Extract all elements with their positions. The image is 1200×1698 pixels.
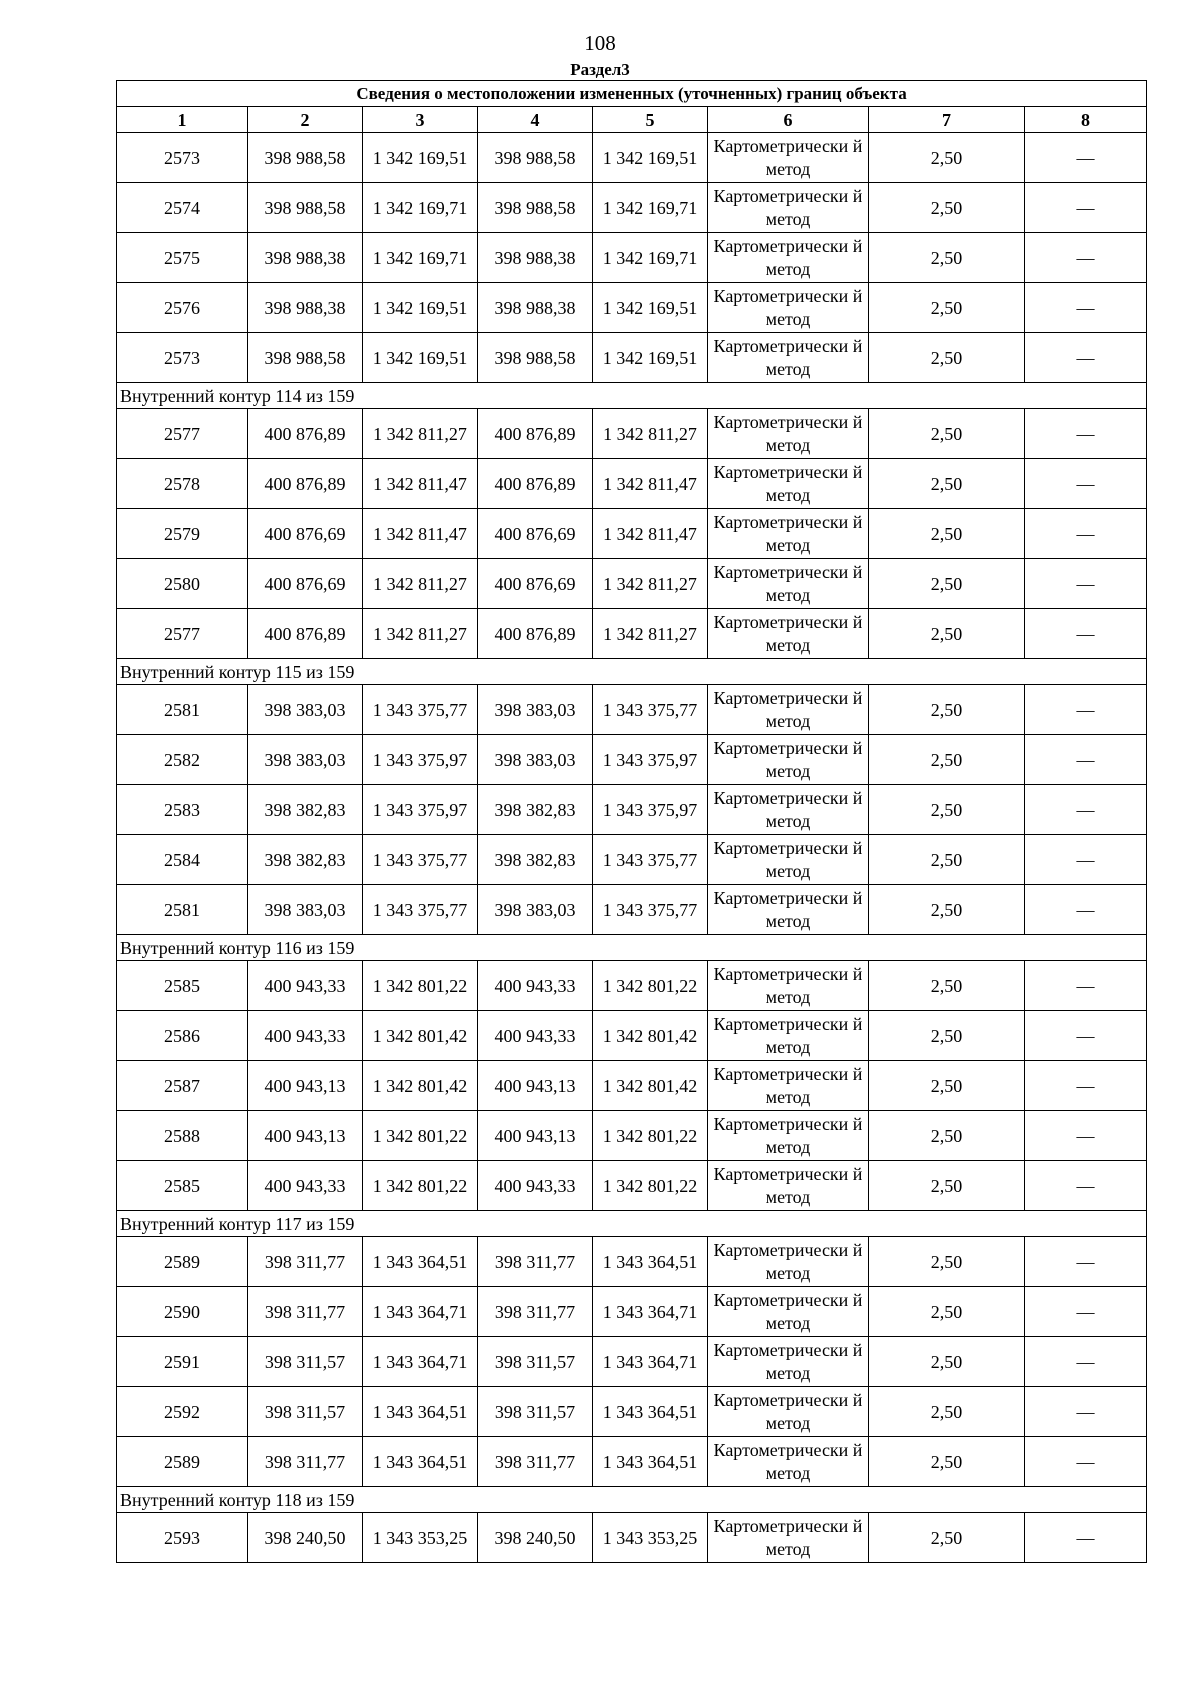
accuracy-cell: 2,50 [869,1513,1025,1563]
page-number: 108 [584,31,616,55]
accuracy-cell: 2,50 [869,735,1025,785]
empty-value-cell: — [1025,835,1147,885]
method-cell: Картометрически й метод [708,885,869,935]
point-number-cell: 2573 [117,333,248,383]
coord-x-old-cell: 398 988,58 [248,133,363,183]
coord-y-old-cell: 1 343 364,51 [363,1237,478,1287]
empty-value-cell: — [1025,1011,1147,1061]
coord-y-new-cell: 1 343 364,71 [593,1287,708,1337]
accuracy-cell: 2,50 [869,1237,1025,1287]
point-number-cell: 2585 [117,1161,248,1211]
point-number-cell: 2582 [117,735,248,785]
coord-y-new-cell: 1 342 811,47 [593,459,708,509]
section-title: Раздел3 [570,60,630,79]
accuracy-cell: 2,50 [869,961,1025,1011]
coord-x-old-cell: 398 383,03 [248,685,363,735]
empty-value-cell: — [1025,961,1147,1011]
coord-y-old-cell: 1 342 169,71 [363,183,478,233]
column-number: 8 [1025,107,1147,133]
contour-label: Внутренний контур 116 из 159 [117,935,1147,961]
contour-header-row [117,935,1147,961]
accuracy-cell: 2,50 [869,885,1025,935]
coord-x-old-cell: 400 876,69 [248,559,363,609]
contour-label: Внутренний контур 118 из 159 [117,1487,1147,1513]
coord-y-new-cell: 1 342 801,22 [593,961,708,1011]
coord-y-new-cell: 1 342 169,51 [593,333,708,383]
coordinates-table [116,80,1147,1563]
column-number: 2 [248,107,363,133]
point-number-cell: 2591 [117,1337,248,1387]
table-row [117,1161,1147,1211]
coord-y-new-cell: 1 342 811,27 [593,559,708,609]
coord-y-old-cell: 1 342 811,27 [363,559,478,609]
accuracy-cell: 2,50 [869,233,1025,283]
table-row [117,1111,1147,1161]
method-cell: Картометрически й метод [708,233,869,283]
coord-y-new-cell: 1 342 169,71 [593,183,708,233]
point-number-cell: 2588 [117,1111,248,1161]
method-cell: Картометрически й метод [708,961,869,1011]
empty-value-cell: — [1025,409,1147,459]
method-cell: Картометрически й метод [708,1513,869,1563]
coord-y-old-cell: 1 342 801,22 [363,1161,478,1211]
coord-x-new-cell: 398 311,77 [478,1437,593,1487]
method-cell: Картометрически й метод [708,685,869,735]
coord-y-new-cell: 1 342 811,27 [593,409,708,459]
method-cell: Картометрически й метод [708,183,869,233]
coord-x-new-cell: 400 876,89 [478,459,593,509]
empty-value-cell: — [1025,1061,1147,1111]
accuracy-cell: 2,50 [869,1287,1025,1337]
coord-y-old-cell: 1 343 375,97 [363,735,478,785]
coord-x-new-cell: 398 988,38 [478,233,593,283]
method-cell: Картометрически й метод [708,1061,869,1111]
method-cell: Картометрически й метод [708,1237,869,1287]
accuracy-cell: 2,50 [869,333,1025,383]
coord-y-new-cell: 1 342 169,51 [593,133,708,183]
coord-y-new-cell: 1 342 169,71 [593,233,708,283]
table-row [117,333,1147,383]
accuracy-cell: 2,50 [869,1111,1025,1161]
table-row [117,1011,1147,1061]
coord-y-new-cell: 1 343 364,51 [593,1437,708,1487]
coord-y-old-cell: 1 342 801,42 [363,1061,478,1111]
table-row [117,735,1147,785]
table-body [117,81,1147,1563]
method-cell: Картометрически й метод [708,835,869,885]
coord-x-new-cell: 398 311,77 [478,1237,593,1287]
empty-value-cell: — [1025,1513,1147,1563]
coord-x-new-cell: 400 876,69 [478,559,593,609]
empty-value-cell: — [1025,1437,1147,1487]
accuracy-cell: 2,50 [869,1337,1025,1387]
point-number-cell: 2585 [117,961,248,1011]
coord-y-old-cell: 1 343 364,71 [363,1287,478,1337]
method-cell: Картометрически й метод [708,509,869,559]
point-number-cell: 2573 [117,133,248,183]
accuracy-cell: 2,50 [869,1061,1025,1111]
coord-x-old-cell: 400 876,69 [248,509,363,559]
coord-y-old-cell: 1 343 375,77 [363,885,478,935]
point-number-cell: 2578 [117,459,248,509]
coord-y-old-cell: 1 343 375,97 [363,785,478,835]
point-number-cell: 2581 [117,685,248,735]
coord-y-new-cell: 1 343 375,77 [593,685,708,735]
coord-y-old-cell: 1 342 811,47 [363,459,478,509]
coord-x-old-cell: 398 311,77 [248,1437,363,1487]
coord-x-old-cell: 398 988,38 [248,283,363,333]
table-row [117,233,1147,283]
table-row [117,961,1147,1011]
coord-x-new-cell: 400 943,33 [478,1161,593,1211]
coord-x-old-cell: 400 943,33 [248,1161,363,1211]
method-cell: Картометрически й метод [708,133,869,183]
coord-y-new-cell: 1 343 375,77 [593,835,708,885]
empty-value-cell: — [1025,1161,1147,1211]
contour-header-row [117,1487,1147,1513]
coord-x-new-cell: 398 383,03 [478,685,593,735]
table-row [117,785,1147,835]
method-cell: Картометрически й метод [708,1011,869,1061]
accuracy-cell: 2,50 [869,685,1025,735]
coord-x-old-cell: 398 988,58 [248,183,363,233]
empty-value-cell: — [1025,283,1147,333]
coord-x-new-cell: 400 943,33 [478,961,593,1011]
coord-y-new-cell: 1 342 811,47 [593,509,708,559]
coord-y-old-cell: 1 342 801,42 [363,1011,478,1061]
table-row [117,133,1147,183]
empty-value-cell: — [1025,1111,1147,1161]
accuracy-cell: 2,50 [869,1437,1025,1487]
point-number-cell: 2577 [117,409,248,459]
method-cell: Картометрически й метод [708,1387,869,1437]
method-cell: Картометрически й метод [708,609,869,659]
column-number: 5 [593,107,708,133]
table-row [117,1061,1147,1111]
coord-x-new-cell: 400 943,33 [478,1011,593,1061]
point-number-cell: 2581 [117,885,248,935]
coord-x-old-cell: 400 876,89 [248,609,363,659]
accuracy-cell: 2,50 [869,283,1025,333]
point-number-cell: 2583 [117,785,248,835]
coord-x-new-cell: 400 876,69 [478,509,593,559]
empty-value-cell: — [1025,333,1147,383]
coord-y-new-cell: 1 342 801,22 [593,1161,708,1211]
point-number-cell: 2576 [117,283,248,333]
coord-y-old-cell: 1 342 169,51 [363,133,478,183]
accuracy-cell: 2,50 [869,409,1025,459]
coord-x-new-cell: 398 311,77 [478,1287,593,1337]
coord-x-new-cell: 398 988,58 [478,333,593,383]
coord-x-new-cell: 398 382,83 [478,835,593,885]
table-row [117,609,1147,659]
method-cell: Картометрически й метод [708,1111,869,1161]
table-caption-row [117,81,1147,107]
point-number-cell: 2579 [117,509,248,559]
coord-x-new-cell: 398 988,38 [478,283,593,333]
point-number-cell: 2590 [117,1287,248,1337]
method-cell: Картометрически й метод [708,735,869,785]
coord-x-new-cell: 398 311,57 [478,1337,593,1387]
column-numbers-row [117,107,1147,133]
contour-label: Внутренний контур 117 из 159 [117,1211,1147,1237]
accuracy-cell: 2,50 [869,183,1025,233]
column-number: 6 [708,107,869,133]
table-row [117,459,1147,509]
coord-x-new-cell: 400 876,89 [478,409,593,459]
coord-y-new-cell: 1 343 364,71 [593,1337,708,1387]
point-number-cell: 2574 [117,183,248,233]
point-number-cell: 2592 [117,1387,248,1437]
coord-y-new-cell: 1 342 801,42 [593,1061,708,1111]
coord-x-old-cell: 398 383,03 [248,885,363,935]
point-number-cell: 2587 [117,1061,248,1111]
method-cell: Картометрически й метод [708,1161,869,1211]
coord-y-new-cell: 1 342 811,27 [593,609,708,659]
empty-value-cell: — [1025,1237,1147,1287]
table-row [117,1237,1147,1287]
accuracy-cell: 2,50 [869,133,1025,183]
table-row [117,835,1147,885]
method-cell: Картометрически й метод [708,559,869,609]
coord-x-old-cell: 398 240,50 [248,1513,363,1563]
table-row [117,1513,1147,1563]
coord-x-old-cell: 398 311,77 [248,1287,363,1337]
empty-value-cell: — [1025,785,1147,835]
coord-x-new-cell: 398 240,50 [478,1513,593,1563]
coord-y-old-cell: 1 343 353,25 [363,1513,478,1563]
coord-y-old-cell: 1 342 811,27 [363,409,478,459]
method-cell: Картометрически й метод [708,1337,869,1387]
method-cell: Картометрически й метод [708,333,869,383]
coord-y-new-cell: 1 343 364,51 [593,1387,708,1437]
empty-value-cell: — [1025,183,1147,233]
coord-x-new-cell: 400 943,13 [478,1111,593,1161]
contour-header-row [117,383,1147,409]
empty-value-cell: — [1025,559,1147,609]
contour-label: Внутренний контур 115 из 159 [117,659,1147,685]
contour-header-row [117,659,1147,685]
table-row [117,1437,1147,1487]
empty-value-cell: — [1025,1287,1147,1337]
coord-y-old-cell: 1 343 375,77 [363,835,478,885]
point-number-cell: 2584 [117,835,248,885]
point-number-cell: 2589 [117,1237,248,1287]
coord-y-new-cell: 1 343 375,77 [593,885,708,935]
table-row [117,1387,1147,1437]
column-number: 3 [363,107,478,133]
point-number-cell: 2593 [117,1513,248,1563]
empty-value-cell: — [1025,885,1147,935]
table-caption: Сведения о местоположении измененных (уточненных) границ объекта [117,81,1147,107]
coord-x-old-cell: 400 943,33 [248,961,363,1011]
table-row [117,283,1147,333]
coord-x-old-cell: 398 382,83 [248,785,363,835]
coord-y-old-cell: 1 342 169,51 [363,283,478,333]
coord-x-new-cell: 398 311,57 [478,1387,593,1437]
method-cell: Картометрически й метод [708,1287,869,1337]
method-cell: Картометрически й метод [708,785,869,835]
accuracy-cell: 2,50 [869,835,1025,885]
method-cell: Картометрически й метод [708,1437,869,1487]
empty-value-cell: — [1025,1387,1147,1437]
accuracy-cell: 2,50 [869,609,1025,659]
table-row [117,559,1147,609]
coord-x-old-cell: 398 311,57 [248,1387,363,1437]
accuracy-cell: 2,50 [869,459,1025,509]
method-cell: Картометрически й метод [708,283,869,333]
coord-y-old-cell: 1 342 801,22 [363,1111,478,1161]
accuracy-cell: 2,50 [869,509,1025,559]
empty-value-cell: — [1025,609,1147,659]
coord-x-old-cell: 400 876,89 [248,459,363,509]
point-number-cell: 2586 [117,1011,248,1061]
coord-x-new-cell: 400 943,13 [478,1061,593,1111]
accuracy-cell: 2,50 [869,1161,1025,1211]
column-number: 4 [478,107,593,133]
table-row [117,885,1147,935]
coord-x-old-cell: 400 943,13 [248,1061,363,1111]
contour-label: Внутренний контур 114 из 159 [117,383,1147,409]
coord-y-old-cell: 1 343 364,51 [363,1437,478,1487]
coord-y-new-cell: 1 342 801,42 [593,1011,708,1061]
coord-y-new-cell: 1 343 353,25 [593,1513,708,1563]
coord-y-old-cell: 1 342 801,22 [363,961,478,1011]
point-number-cell: 2577 [117,609,248,659]
coord-y-new-cell: 1 342 801,22 [593,1111,708,1161]
coord-x-new-cell: 400 876,89 [478,609,593,659]
method-cell: Картометрически й метод [708,459,869,509]
empty-value-cell: — [1025,509,1147,559]
coord-x-new-cell: 398 383,03 [478,885,593,935]
coord-x-old-cell: 398 383,03 [248,735,363,785]
column-number: 1 [117,107,248,133]
empty-value-cell: — [1025,1337,1147,1387]
table-row [117,685,1147,735]
table-row [117,409,1147,459]
coord-x-new-cell: 398 382,83 [478,785,593,835]
coord-x-old-cell: 400 943,13 [248,1111,363,1161]
coord-y-new-cell: 1 342 169,51 [593,283,708,333]
coord-x-old-cell: 398 311,57 [248,1337,363,1387]
accuracy-cell: 2,50 [869,1011,1025,1061]
coord-x-new-cell: 398 988,58 [478,183,593,233]
method-cell: Картометрически й метод [708,409,869,459]
coord-x-old-cell: 400 876,89 [248,409,363,459]
coord-y-old-cell: 1 342 169,51 [363,333,478,383]
empty-value-cell: — [1025,459,1147,509]
coord-y-old-cell: 1 342 811,27 [363,609,478,659]
column-number: 7 [869,107,1025,133]
coord-x-old-cell: 398 988,38 [248,233,363,283]
coord-x-old-cell: 398 311,77 [248,1237,363,1287]
coord-x-old-cell: 400 943,33 [248,1011,363,1061]
empty-value-cell: — [1025,685,1147,735]
coord-x-old-cell: 398 382,83 [248,835,363,885]
coord-y-new-cell: 1 343 375,97 [593,735,708,785]
coord-x-new-cell: 398 988,58 [478,133,593,183]
table-row [117,509,1147,559]
table-row [117,1287,1147,1337]
coord-y-old-cell: 1 343 364,51 [363,1387,478,1437]
table-row [117,183,1147,233]
contour-header-row [117,1211,1147,1237]
table-row [117,1337,1147,1387]
accuracy-cell: 2,50 [869,1387,1025,1437]
point-number-cell: 2589 [117,1437,248,1487]
coord-y-old-cell: 1 342 169,71 [363,233,478,283]
empty-value-cell: — [1025,233,1147,283]
coord-x-new-cell: 398 383,03 [478,735,593,785]
empty-value-cell: — [1025,133,1147,183]
accuracy-cell: 2,50 [869,559,1025,609]
point-number-cell: 2575 [117,233,248,283]
coord-y-new-cell: 1 343 375,97 [593,785,708,835]
accuracy-cell: 2,50 [869,785,1025,835]
point-number-cell: 2580 [117,559,248,609]
empty-value-cell: — [1025,735,1147,785]
coord-y-old-cell: 1 342 811,47 [363,509,478,559]
coord-y-new-cell: 1 343 364,51 [593,1237,708,1287]
coord-y-old-cell: 1 343 375,77 [363,685,478,735]
coord-x-old-cell: 398 988,58 [248,333,363,383]
coord-y-old-cell: 1 343 364,71 [363,1337,478,1387]
